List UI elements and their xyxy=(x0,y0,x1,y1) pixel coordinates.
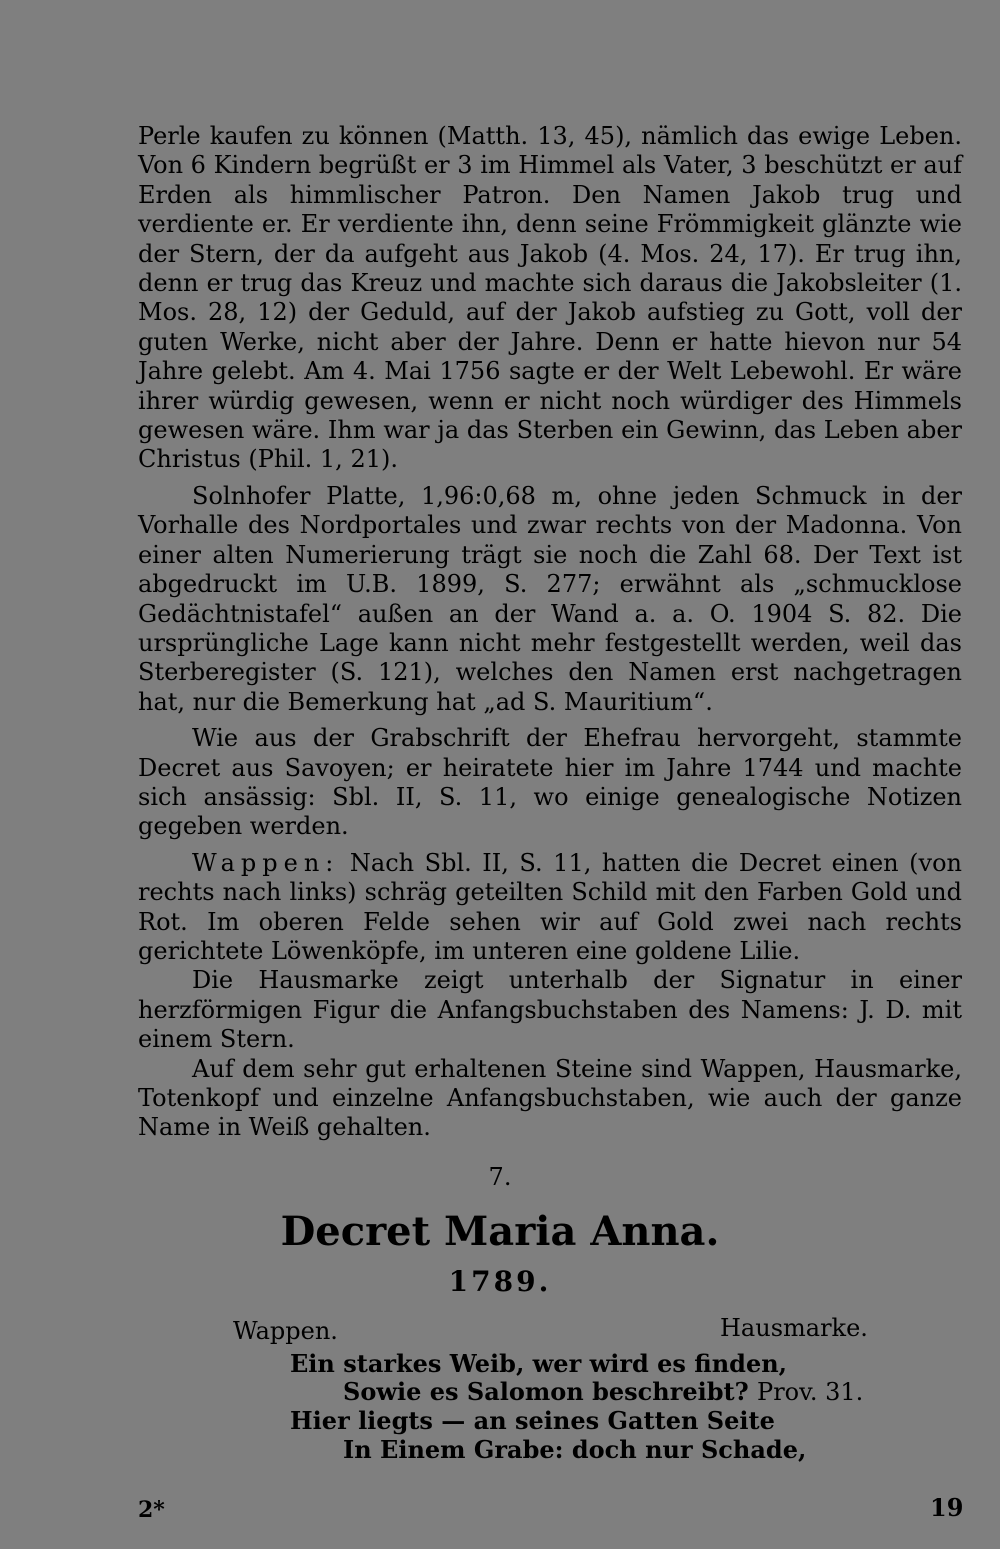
paragraph-house-mark: Die Hausmarke zeigt unterhalb der Signatur in einer herzförmigen Figur die Anfangsbuchstaben des Namens: J. D. mit einem Stern. xyxy=(138,966,962,1054)
verse-line-3: Hier liegts — an seines Gatten Seite xyxy=(290,1406,775,1435)
paragraph-origin: Wie aus der Grabschrift der Ehefrau hervorgeht, stammte Decret aus Savoyen; er heiratete hier im Jahre 1744 und machte sich ansässig: Sbl. II, S. 11, wo einige genealogische Notizen gegeben werden. xyxy=(138,724,962,841)
signature-mark: 2* xyxy=(138,1497,165,1523)
paragraph-preservation: Auf dem sehr gut erhaltenen Steine sind Wappen, Hausmarke, Totenkopf und einzelne Anfangsbuchstaben, wie auch der ganze Name in Weiß gehalten. xyxy=(138,1054,962,1142)
body-text xyxy=(138,122,962,1143)
paragraph-coat-of-arms xyxy=(138,849,962,967)
verse-line-2 xyxy=(343,1377,863,1406)
verse-line-4: In Einem Grabe: doch nur Schade, xyxy=(343,1435,807,1464)
hausmarke-caption: Hausmarke. xyxy=(720,1314,868,1342)
wappen-text: Nach Sbl. II, S. 11, hatten die Decret einen (von rechts nach links) schräg geteilten Schild mit den Farben Gold und Rot. Im oberen Felde sehen wir auf Gold zwei nach rechts gerichtete Löwenköpfe, im unteren eine goldene Lilie. xyxy=(138,848,963,965)
paragraph-stone-description: Solnhofer Platte, 1,96:0,68 m, ohne jeden Schmuck in der Vorhalle des Nordportales und zwar rechts von der Madonna. Von einer alten Numerierung trägt sie noch die Zahl 68. Der Text ist abgedruckt im U.B. 1899, S. 277; erwähnt als „schmucklose Gedächtnistafel“ außen an der Wand a. a. O. 1904 S. 82. Die ursprüngliche Lage kann nicht mehr festgestellt werden, weil das Sterberegister (S. 121), welches den Namen erst nachgetragen hat, nur die Bemerkung hat „ad S. Mauritium“. xyxy=(138,481,962,716)
verse-line-1: Ein starkes Weib, wer wird es finden, xyxy=(290,1349,788,1378)
wappen-caption: Wappen. xyxy=(233,1317,338,1345)
wappen-label: Wappen: xyxy=(192,848,340,877)
verse-reference: Prov. 31. xyxy=(757,1378,864,1406)
section-number: 7. xyxy=(488,1163,512,1191)
paragraph-epitaph-end: Perle kaufen zu können (Matth. 13, 45), nämlich das ewige Leben. Von 6 Kindern begrüßt er 3 im Himmel als Vater, 3 beschützt er auf Erden als himmlischer Patron. Den Namen Jakob trug und verdiente er. Er verdiente ihn, denn seine Frömmigkeit glänzte wie der Stern, der da aufgeht aus Jakob (4. Mos. 24, 17). Er trug ihn, denn er trug das Kreuz und machte sich daraus die Jakobsleiter (1. Mos. 28, 12) der Geduld, auf der Jakob aufstieg zu Gott, voll der guten Werke, nicht aber der Jahre. Denn er hatte hievon nur 54 Jahre gelebt. Am 4. Mai 1756 sagte er der Welt Lebewohl. Er wäre ihrer würdig gewesen, wenn er nicht noch würdiger des Himmels gewesen wäre. Ihm war ja das Sterben ein Gewinn, das Leben aber Christus (Phil. 1, 21). xyxy=(138,122,962,474)
section-title: Decret Maria Anna. xyxy=(280,1208,720,1255)
verse-line-2-text: Sowie es Salomon beschreibt? xyxy=(343,1377,749,1406)
section-year: 1789. xyxy=(448,1265,552,1298)
page-number: 19 xyxy=(930,1493,964,1522)
